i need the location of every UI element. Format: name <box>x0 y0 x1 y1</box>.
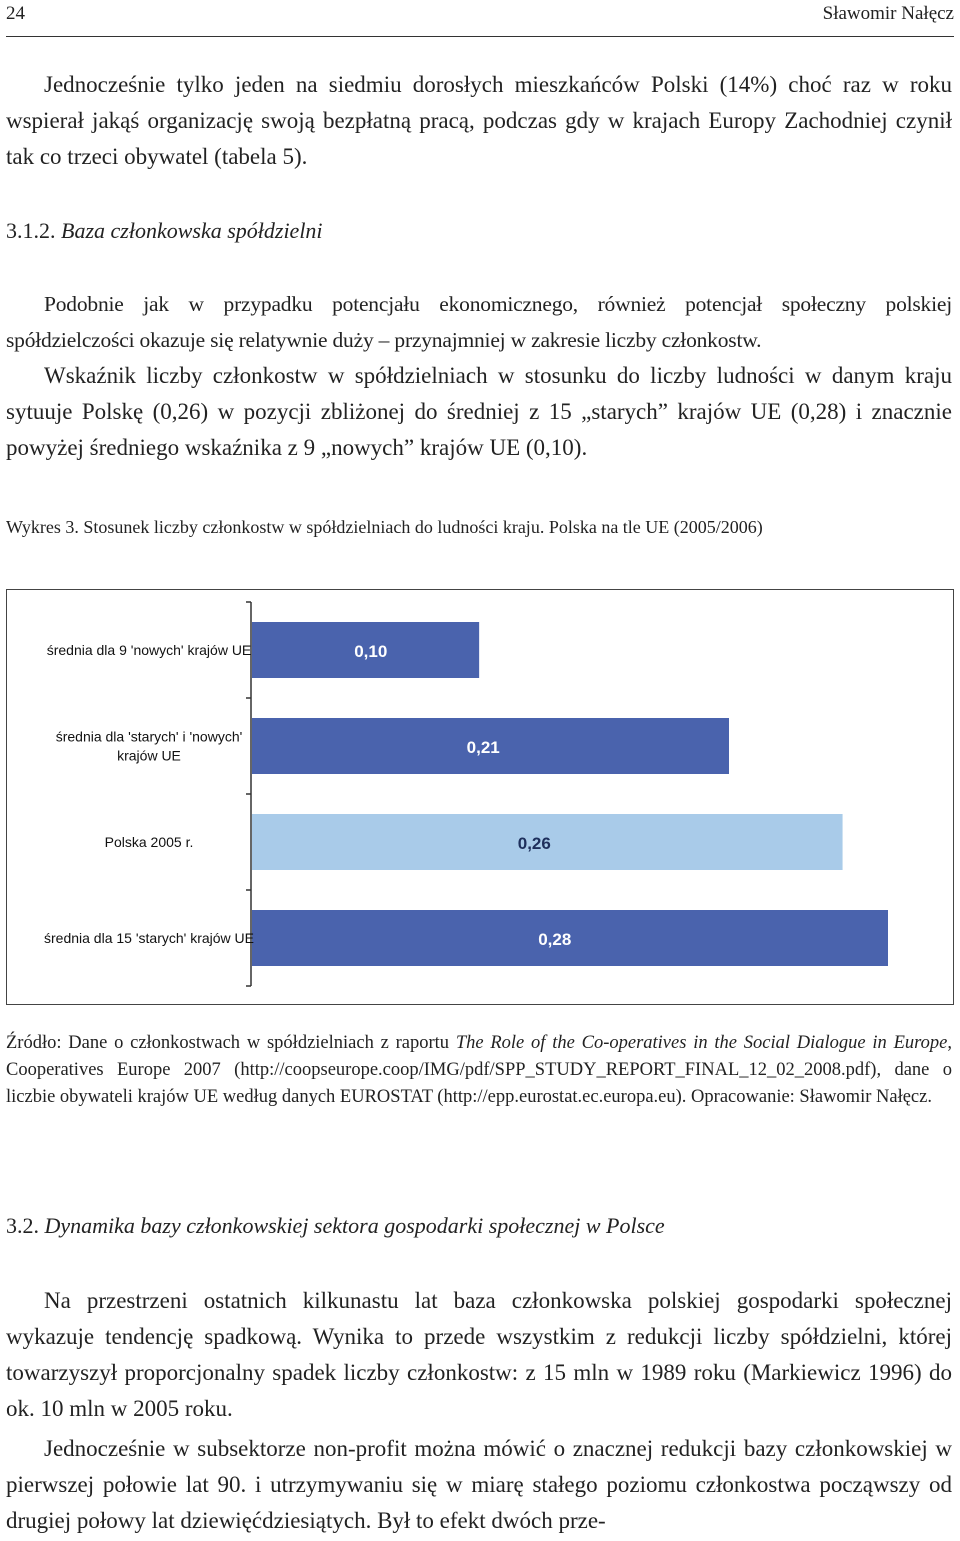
page-header <box>6 0 954 37</box>
section-number: 3.2. <box>6 1213 39 1238</box>
running-author: Sławomir Nałęcz <box>822 3 954 24</box>
section-number: 3.1.2. <box>6 218 56 243</box>
bar-chart <box>6 589 954 1005</box>
source-report-title: The Role of the Co-operatives in the Social Dialogue in Europe <box>455 1033 948 1053</box>
paragraph-1: Jednocześnie tylko jeden na siedmiu dorosłych mieszkańców Polski (14%) choć raz w roku wspierał jakąś organizację swoją bezpłatną pracą, podczas gdy w krajach Europy Zachodniej czynił tak co trzeci obywatel (tabela 5). <box>6 72 952 169</box>
paragraph-3: Wskaźnik liczby członkostw w spółdzielniach w stosunku do liczby ludności w danym kraju sytuuje Polskę (0,26) w pozycji zbliżonej do średniej z 15 „starych” krajów UE (0,28) i znacznie powyżej średniego wskaźnika z 9 „nowych” krajów UE (0,10). <box>6 363 952 460</box>
category-label: średnia dla 15 'starych' krajów UE <box>44 930 254 946</box>
bar-value-label: 0,21 <box>466 738 500 757</box>
figure-caption: Wykres 3. Stosunek liczby członkostw w spółdzielniach do ludności kraju. Polska na tle UE (2005/2006) <box>6 517 763 537</box>
category-label: średnia dla 9 'nowych' krajów UE <box>46 642 252 658</box>
figure-source <box>6 1030 952 1111</box>
bar-chart-svg <box>7 590 953 1004</box>
category-label: krajów UE <box>117 747 181 764</box>
section-heading-3-1-2 <box>6 218 323 244</box>
category-label: średnia dla 'starych' i 'nowych' <box>55 728 243 745</box>
paragraph-4: Na przestrzeni ostatnich kilkunastu lat baza członkowska polskiej gospodarki społecznej wykazuje tendencję spadkową. Wynika to przede wszystkim z redukcji liczby spółdzielni, której towarzyszył proporcjonalny spadek liczby członkostw: z 15 mln w 1989 roku (Markiewicz 1996) do ok. 10 mln w 2005 roku. <box>6 1288 952 1421</box>
paragraph-2: Podobnie jak w przypadku potencjału ekonomicznego, również potencjał społeczny polskiej spółdzielczości okazuje się relatywnie duży – przynajmniej w zakresie liczby członkostw. <box>6 292 952 352</box>
source-text-2: , Cooperatives Europe 2007 (http://coopseurope.coop/IMG/pdf/SPP_STUDY_REPORT_FINAL_12_02_2008.pdf), dane o liczbie obywateli krajów UE według danych EUROSTAT (http://epp.eurostat.ec.europa.eu). Opracowanie: Sławomir Nałęcz. <box>6 1033 952 1107</box>
bar-value-label: 0,10 <box>354 642 388 661</box>
source-text-1: Źródło: Dane o członkostwach w spółdzielniach z raportu <box>6 1033 456 1053</box>
section-heading-3-2 <box>6 1213 665 1239</box>
category-label: Polska 2005 r. <box>104 834 194 850</box>
section-title: Baza członkowska spółdzielni <box>61 218 323 243</box>
section-title: Dynamika bazy członkowskiej sektora gospodarki społecznej w Polsce <box>44 1213 665 1238</box>
bar-value-label: 0,28 <box>538 930 572 949</box>
page-number: 24 <box>6 3 25 24</box>
paragraph-5: Jednocześnie w subsektorze non-profit można mówić o znacznej redukcji bazy członkowskiej w pierwszej połowie lat 90. i utrzymywaniu się w miarę stałego poziomu członkostwa począwszy od drugiej połowy lat dziewięćdziesiątych. Był to efekt dwóch prze- <box>6 1436 952 1533</box>
bar-value-label: 0,26 <box>517 834 551 853</box>
